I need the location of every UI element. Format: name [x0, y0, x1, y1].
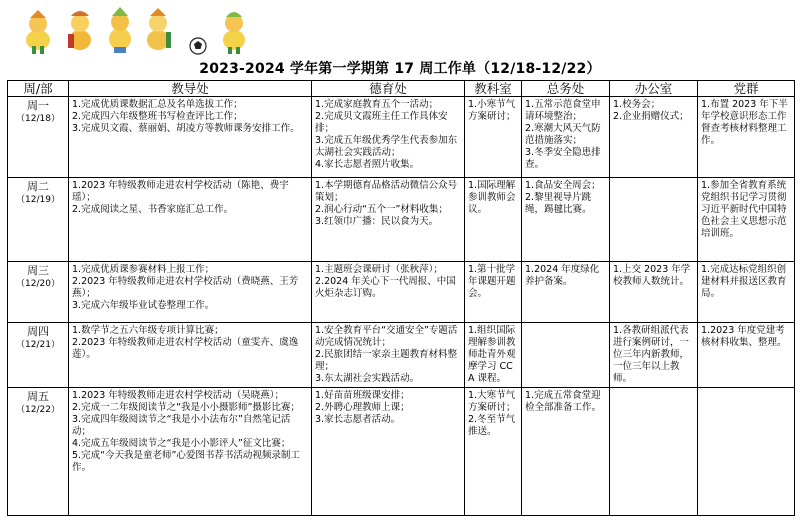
task-item: 3.完成五年级优秀学生代表参加东太湖社会实践活动； — [315, 135, 458, 158]
task-item: 1.完成优质课参赛材料上报工作； — [72, 264, 215, 275]
table-header-row — [8, 81, 795, 97]
task-item: 1.食品安全周会； — [525, 180, 601, 191]
task-item: 2.2023 年特级教师走进农村学校活动（费晓燕、王芳燕）； — [72, 276, 299, 299]
cell-office — [610, 323, 698, 388]
header-office: 办公室 — [610, 81, 698, 97]
task-item: 1.参加全省教育系统党组织书记学习贯彻习近平新时代中国特色社会主义思想示范培训班。 — [701, 180, 787, 239]
task-item: 1.组织国际理解参训教师赴青外观摩学习 CCA 课程。 — [468, 325, 516, 384]
task-item: 1.五常示范食堂申请环境整治； — [525, 99, 601, 122]
task-item: 1.主题班会课研讨（张秋萍）； — [315, 264, 443, 275]
cell-party — [698, 323, 795, 388]
day-name: 周一 — [27, 99, 49, 112]
table-row — [8, 97, 795, 178]
cell-academic-affairs — [69, 97, 312, 178]
task-item: 3.红领巾广播：民以食为天。 — [315, 216, 439, 227]
task-item: 2.外聘心理教师上课； — [315, 402, 410, 413]
task-item: 1.完成家庭教育五个一活动； — [315, 99, 439, 110]
mascot-figure-2 — [68, 11, 91, 50]
work-schedule-table — [7, 80, 794, 516]
cell-general-affairs — [522, 97, 610, 178]
task-item: 1.完成达标党组织创建材料并报送区教育局。 — [701, 264, 787, 299]
task-item: 2.完成阅读之星、书香家庭汇总工作。 — [72, 204, 234, 215]
task-item: 2.民旅团结一家亲主题教育材料整理； — [315, 349, 458, 372]
cell-moral-education — [312, 262, 465, 323]
task-item: 2.2024 年关心下一代周报、中国火炬杂志订购。 — [315, 276, 456, 299]
cell-moral-education — [312, 97, 465, 178]
mascot-figure-1 — [26, 10, 50, 54]
cell-research — [465, 97, 522, 178]
task-item: 1.安全教育平台“交通安全”专题活动完成情况统计； — [315, 325, 458, 348]
task-item: 1.各教研组派代表进行案例研讨，一位三年内新教师，一位三年以上教师。 — [613, 325, 690, 384]
task-item: 4.完成五年级阅读节之“我是小小影评人”征文比赛； — [72, 438, 291, 449]
task-item: 5.完成“今天我是童老师”心爱图书荐书活动视频录制工作。 — [72, 450, 300, 473]
table-row — [8, 388, 795, 516]
task-item: 2.企业捐赠仪式； — [613, 111, 689, 122]
task-item: 2.寒潮大风天气防范措施落实； — [525, 123, 601, 146]
task-item: 2.完成一二年级阅读节之“我是小小摄影师”摄影比赛； — [72, 402, 300, 413]
day-name: 周三 — [27, 264, 49, 277]
cell-office — [610, 178, 698, 262]
task-item: 4.家长志愿者照片收集。 — [315, 159, 420, 170]
mascot-figure-5 — [223, 12, 245, 54]
day-name: 周四 — [27, 325, 49, 338]
task-item: 1.大寒节气方案研讨； — [468, 390, 516, 413]
page-title: 2023-2024 学年第一学期第 17 周工作单（12/18-12/22） — [199, 61, 601, 77]
mascot-figure-4 — [147, 8, 171, 50]
day-cell — [8, 97, 69, 178]
task-item: 2.黎里视导片跳绳，踢毽比赛。 — [525, 192, 592, 215]
task-item: 1.校务会； — [613, 99, 661, 110]
day-date: （12/18） — [16, 114, 60, 124]
task-item: 1.国际理解参训教师会议。 — [468, 180, 516, 215]
task-item: 1.本学期德育品格活动微信公众号策划； — [315, 180, 458, 203]
task-item: 2.完成四六年级整班书写检查评比工作； — [72, 111, 243, 122]
task-item: 1.2023 年特级教师走进农村学校活动（陈艳、费宇瑶）； — [72, 180, 289, 203]
cell-office — [610, 262, 698, 323]
cell-general-affairs — [522, 262, 610, 323]
cell-moral-education — [312, 323, 465, 388]
cell-research — [465, 323, 522, 388]
day-date: （12/19） — [16, 195, 60, 205]
task-item: 1.小寒节气方案研讨； — [468, 99, 516, 122]
day-date: （12/22） — [16, 405, 60, 415]
task-item: 2.完成贝文霞班主任工作具体安排； — [315, 111, 448, 134]
task-item: 1.第十批学年课题开题会。 — [468, 264, 516, 299]
task-item: 3.完成六年级毕业试卷整理工作。 — [72, 300, 215, 311]
day-cell — [8, 178, 69, 262]
cell-party — [698, 178, 795, 262]
task-item: 3.冬季安全隐患排查。 — [525, 147, 601, 170]
task-item: 1.布置 2023 年下半年学校意识形态工作督查考核材料整理工作。 — [701, 99, 788, 146]
cell-party — [698, 388, 795, 516]
header-moral-education: 德育处 — [312, 81, 465, 97]
day-date: （12/21） — [16, 340, 60, 350]
cell-office — [610, 388, 698, 516]
task-item: 1.2023 年度党建考核材料收集、整理。 — [701, 325, 787, 348]
cell-general-affairs — [522, 323, 610, 388]
cell-party — [698, 262, 795, 323]
header-party: 党群 — [698, 81, 795, 97]
cell-general-affairs — [522, 388, 610, 516]
task-item: 1.完成五常食堂迎检全部准备工作。 — [525, 390, 602, 413]
task-item: 2.润心行动“五个一”材料收集； — [315, 204, 448, 215]
task-item: 3.东太湖社会实践活动。 — [315, 373, 420, 384]
header-decoration — [8, 4, 268, 56]
soccer-ball-icon — [190, 38, 206, 54]
task-item: 1.好苗苗班级课安排； — [315, 390, 410, 401]
task-item: 1.完成优质课数据汇总及名单选拔工作； — [72, 99, 243, 110]
header-research: 教科室 — [465, 81, 522, 97]
table-row — [8, 262, 795, 323]
header-day: 周/部 — [8, 81, 69, 97]
cell-general-affairs — [522, 178, 610, 262]
mascot-figure-3 — [109, 7, 131, 53]
cell-research — [465, 262, 522, 323]
cell-moral-education — [312, 178, 465, 262]
cell-academic-affairs — [69, 262, 312, 323]
table-row — [8, 178, 795, 262]
task-item: 3.完成四年级阅读节之“我是小小法布尔”自然笔记活动； — [72, 414, 291, 437]
task-item: 1.上交 2023 年学校教师人数统计。 — [613, 264, 691, 287]
day-date: （12/20） — [16, 279, 60, 289]
task-item: 3.完成贝文霞、蔡丽娟、胡凌方等教师课务安排工作。 — [72, 123, 300, 134]
day-cell — [8, 388, 69, 516]
cell-academic-affairs — [69, 323, 312, 388]
day-name: 周五 — [27, 390, 49, 403]
cell-academic-affairs — [69, 178, 312, 262]
task-item: 2.冬至节气推送。 — [468, 414, 516, 437]
cell-moral-education — [312, 388, 465, 516]
header-academic-affairs: 教导处 — [69, 81, 312, 97]
task-item: 2.2023 年特级教师走进农村学校活动（童雯卉、虞逸莲）。 — [72, 337, 299, 360]
cell-academic-affairs — [69, 388, 312, 516]
day-cell — [8, 323, 69, 388]
day-name: 周二 — [27, 180, 49, 193]
task-item: 1.2023 年特级教师走进农村学校活动（吴晓燕）； — [72, 390, 285, 401]
cell-office — [610, 97, 698, 178]
task-item: 1.数学节之五六年级专项计算比赛； — [72, 325, 224, 336]
cell-party — [698, 97, 795, 178]
table-row — [8, 323, 795, 388]
cell-research — [465, 388, 522, 516]
day-cell — [8, 262, 69, 323]
task-item: 1.2024 年度绿化养护备案。 — [525, 264, 600, 287]
task-item: 3.家长志愿者活动。 — [315, 414, 401, 425]
cell-research — [465, 178, 522, 262]
header-general-affairs: 总务处 — [522, 81, 610, 97]
mascot-figures-illustration — [8, 4, 268, 56]
